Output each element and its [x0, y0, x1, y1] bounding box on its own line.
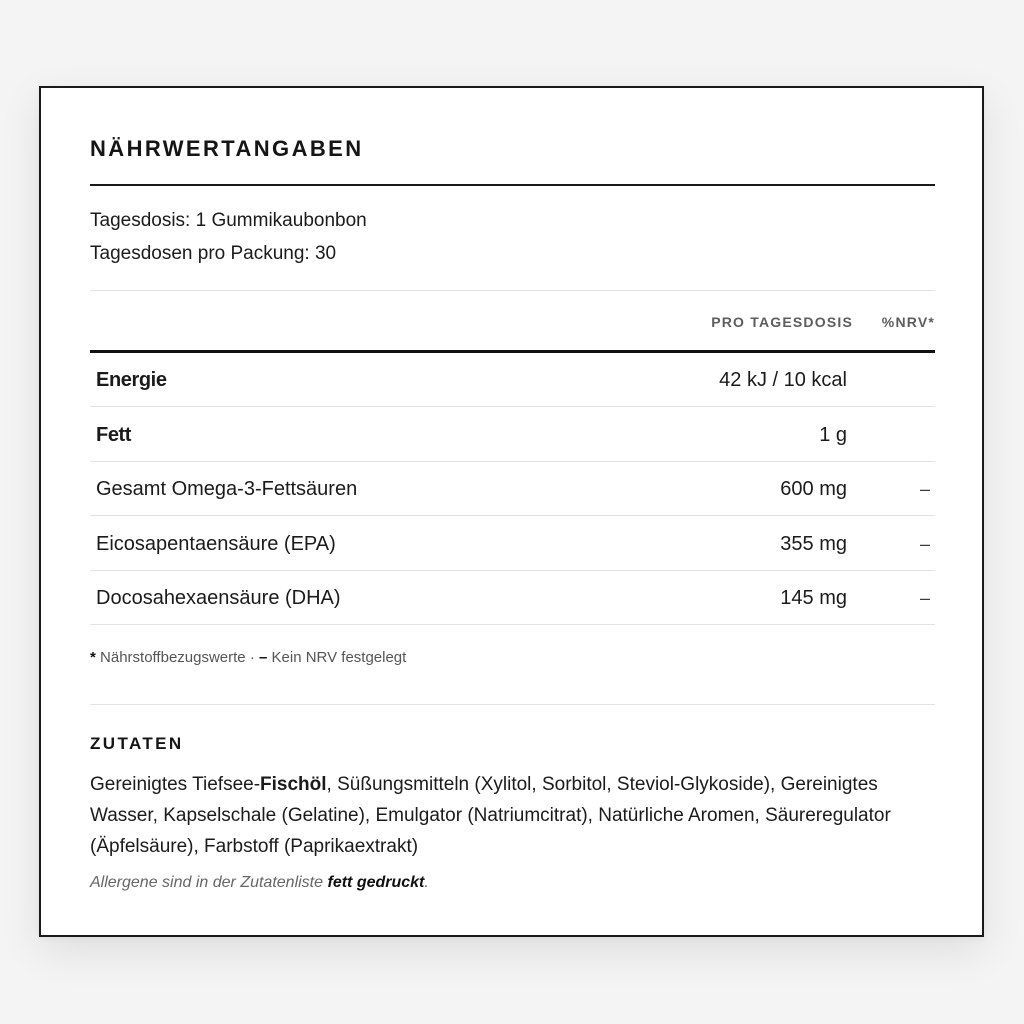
serving-divider — [90, 290, 935, 291]
ingredients-list — [90, 769, 940, 862]
dash-explanation: Kein NRV festgelegt — [271, 649, 407, 666]
table-row-energie — [90, 353, 935, 407]
row-divider — [90, 515, 935, 516]
column-header-per-dose: PRO TAGESDOSIS — [711, 314, 853, 330]
nutrient-amount: 355 mg — [780, 533, 847, 555]
servings-per-pack: Tagesdosen pro Packung: 30 — [90, 243, 337, 264]
nutrition-title: NÄHRWERTANGABEN — [90, 136, 364, 161]
section-divider — [90, 704, 935, 705]
nutrient-name: Fett — [96, 424, 132, 446]
nutrient-name: Gesamt Omega-3-Fettsäuren — [96, 478, 358, 500]
allergen-note-end: . — [424, 874, 429, 891]
allergen-note — [90, 873, 429, 893]
nutrition-card — [39, 86, 984, 937]
nutrient-name: Energie — [96, 369, 167, 391]
nutrient-amount: 145 mg — [780, 587, 847, 609]
row-divider — [90, 624, 935, 625]
serving-size: Tagesdosis: 1 Gummikaubonbon — [90, 210, 367, 231]
nutrient-nrv: – — [919, 534, 930, 554]
table-row-fett — [90, 408, 935, 462]
ingredients-title: ZUTATEN — [90, 734, 184, 753]
column-header-nrv: %NRV* — [881, 314, 935, 330]
nrv-footnote — [90, 648, 406, 668]
nutrient-amount: 600 mg — [780, 478, 847, 500]
allergen-note-bold: fett gedruckt — [327, 874, 425, 891]
nutrient-amount: 42 kJ / 10 kcal — [719, 369, 847, 391]
ingredients-text-rest: , Süßungsmitteln (Xylitol, Sorbitol, Steviol-Glykoside), Gereinigtes Wasser, Kapselschale (Gelatine), Emulgator (Natriumcitrat), Natürliche Aromen, Säureregulator (Äpfelsäure), Farbstoff (Paprikaextrakt) — [90, 774, 891, 857]
table-row-omega3 — [90, 462, 935, 516]
nutrient-amount: 1 g — [819, 424, 847, 446]
table-row-epa — [90, 517, 935, 571]
table-row-dha — [90, 571, 935, 625]
asterisk-symbol: * — [90, 649, 96, 666]
nutrient-name: Eicosapentaensäure (EPA) — [96, 533, 336, 555]
nutrient-name: Docosahexaensäure (DHA) — [96, 587, 341, 609]
row-divider — [90, 406, 935, 407]
title-divider — [90, 184, 935, 186]
dash-symbol: – — [259, 649, 268, 666]
allergen-highlight: Fischöl — [260, 774, 327, 795]
allergen-note-text: Allergene sind in der Zutatenliste — [90, 874, 324, 891]
nutrient-nrv: – — [919, 479, 930, 499]
nutrient-nrv: – — [919, 588, 930, 608]
asterisk-explanation: Nährstoffbezugswerte · — [100, 649, 255, 666]
ingredients-text-start: Gereinigtes Tiefsee- — [90, 774, 261, 795]
